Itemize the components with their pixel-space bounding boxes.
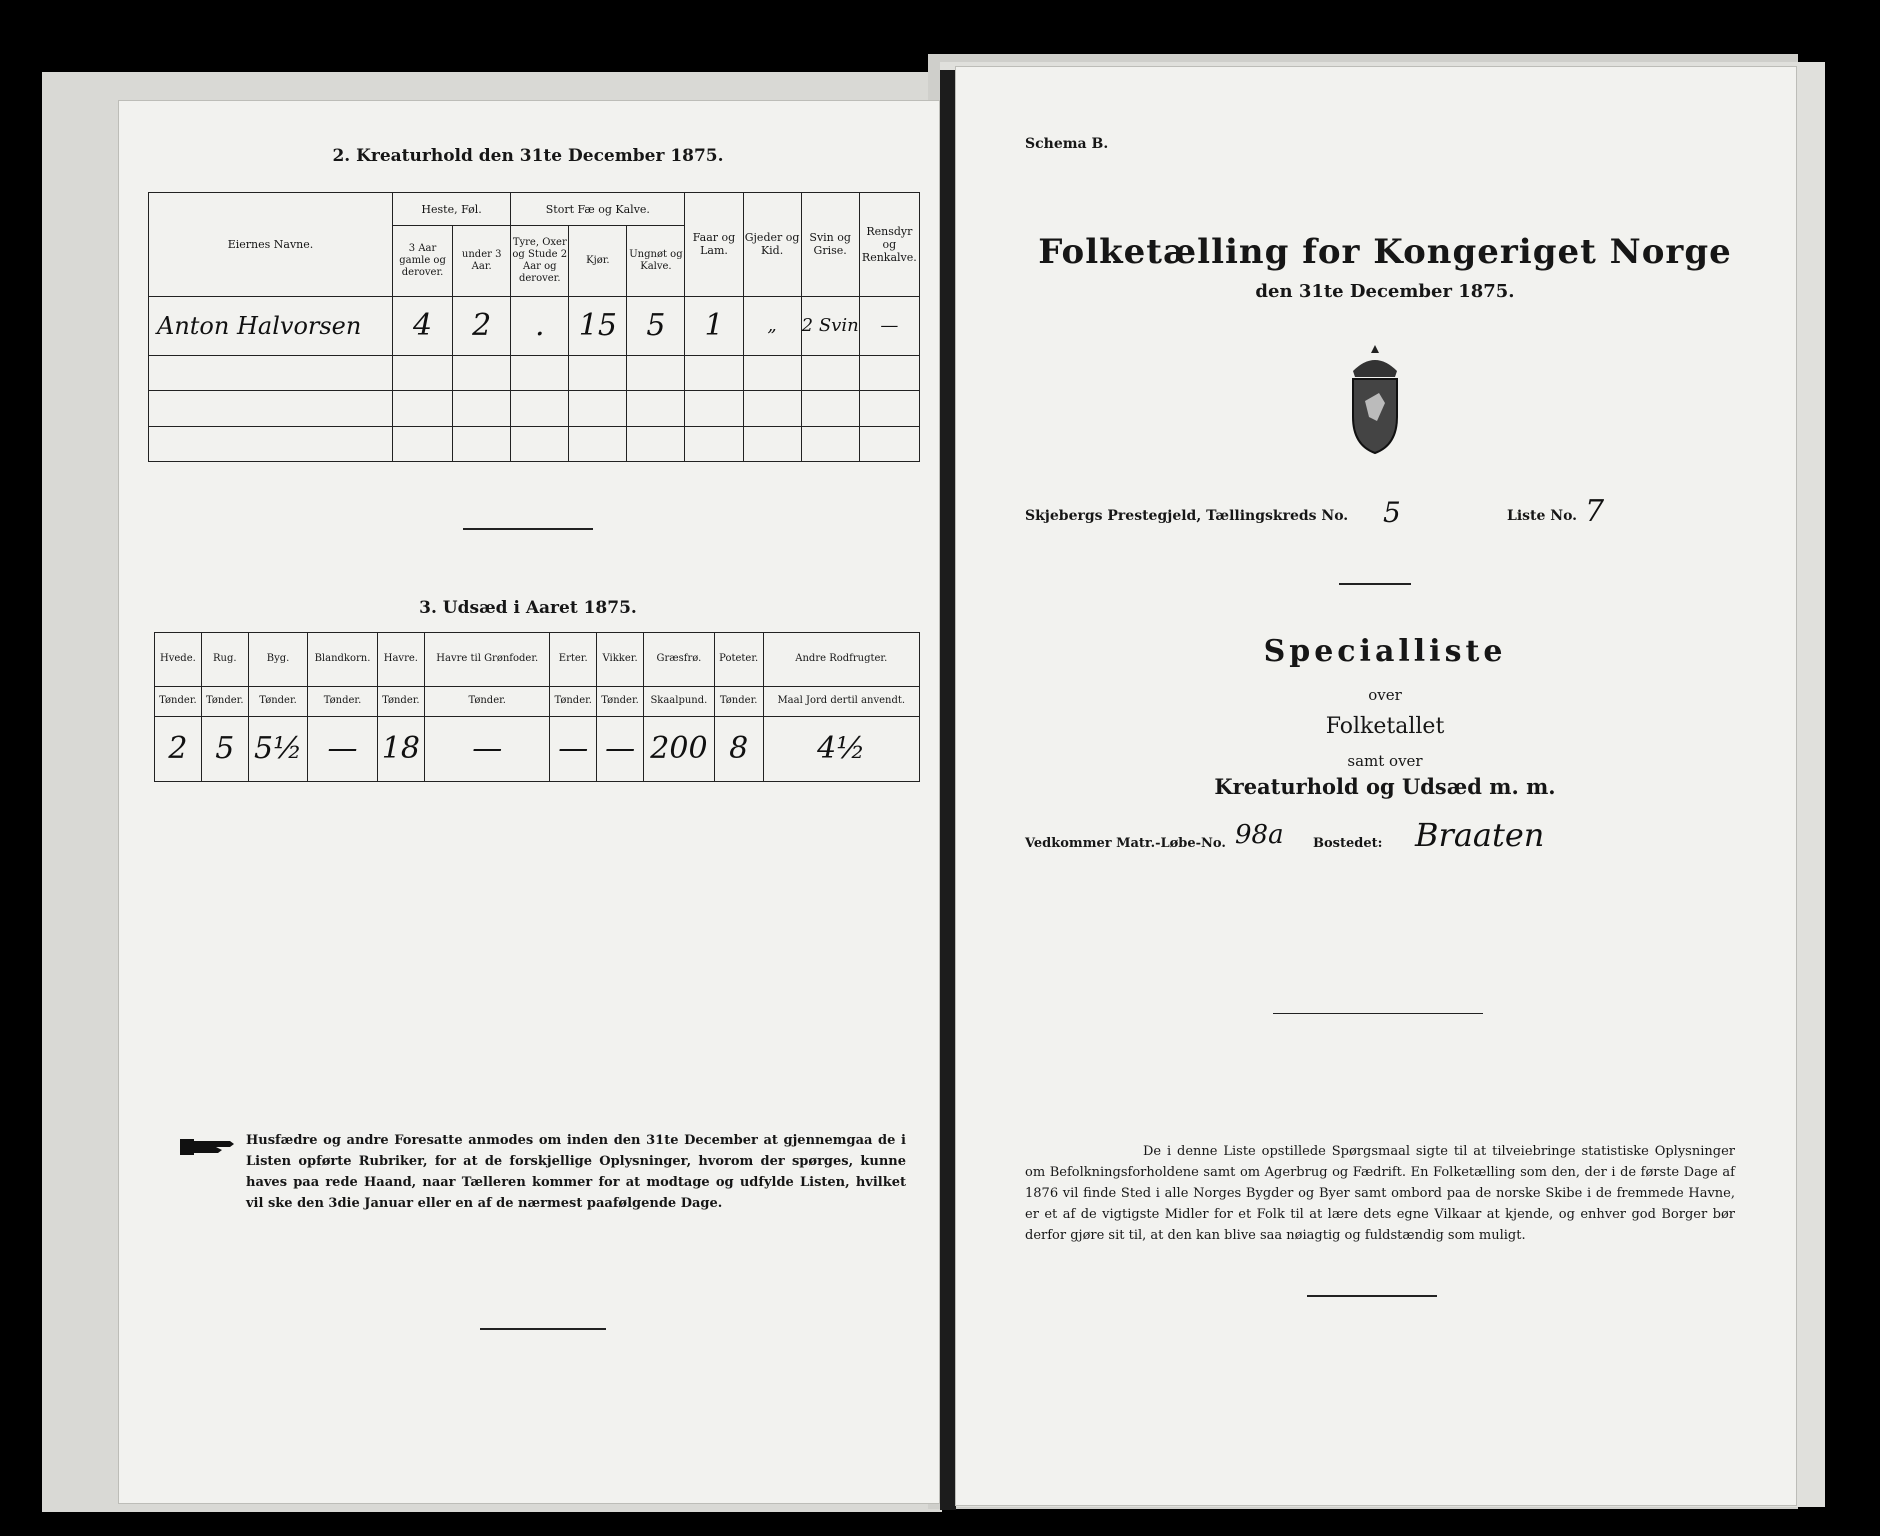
seed-unit-7: Tønder. bbox=[597, 686, 644, 716]
seed-unit-6: Tønder. bbox=[550, 686, 597, 716]
seed-header-7: Vikker. bbox=[597, 633, 644, 687]
seed-header-10: Andre Rodfrugter. bbox=[763, 633, 919, 687]
seed-unit-1: Tønder. bbox=[201, 686, 248, 716]
seed-header-2: Byg. bbox=[248, 633, 308, 687]
reindeer-header: Rensdyr og Renkalve. bbox=[859, 193, 919, 297]
owner-name: Anton Halvorsen bbox=[149, 296, 393, 355]
pointing-hand-icon bbox=[178, 1135, 236, 1159]
coat-of-arms-icon bbox=[1335, 341, 1415, 461]
liste-label: Liste No. bbox=[1507, 508, 1578, 524]
seed-value-0: 2 bbox=[155, 716, 202, 781]
seed-header-9: Poteter. bbox=[714, 633, 763, 687]
seed-unit-0: Tønder. bbox=[155, 686, 202, 716]
pigs-value: 2 Svin bbox=[801, 296, 859, 355]
cattle-header: Stort Fæ og Kalve. bbox=[511, 193, 685, 226]
seed-value-3: — bbox=[308, 716, 377, 781]
matr-value: 98a bbox=[1235, 820, 1284, 850]
livestock-table bbox=[148, 192, 920, 462]
samt-over-text: samt over bbox=[1347, 752, 1423, 770]
goats-header: Gjeder og Kid. bbox=[743, 193, 801, 297]
cows-value: 15 bbox=[569, 296, 627, 355]
seed-value-6: — bbox=[550, 716, 597, 781]
right-page bbox=[955, 66, 1797, 1506]
seed-value-row bbox=[155, 716, 920, 781]
schema-label: Schema B. bbox=[1025, 136, 1109, 152]
divider-rule bbox=[463, 528, 593, 530]
seed-header-4: Havre. bbox=[377, 633, 425, 687]
purpose-paragraph: De i denne Liste opstillede Spørgsmaal sigte til at tilveiebringe statistiske Oplysninger om Befolkningsforholdene samt om Agerbrug og Fædrift. En Folketælling som den, der i de første Dage af 1876 vil finde Sted i alle Norges Bygder og Byer samt ombord paa de norske Skibe i de fremmede Havne, er et af de vigtigste Midler for et Folk til at lære dets egne Vilkaar at kjende, og enhver god Borger bør derfor gjøre sit til, at den kan blive saa nøiagtig og fuldstændig som muligt. bbox=[1025, 1144, 1735, 1243]
horses-old-value: 4 bbox=[392, 296, 452, 355]
seed-unit-10: Maal Jord dertil anvendt. bbox=[763, 686, 919, 716]
census-title: Folketælling for Kongeriget Norge bbox=[1038, 232, 1732, 272]
section-3-title: 3. Udsæd i Aaret 1875. bbox=[419, 598, 637, 618]
short-rule bbox=[1339, 583, 1411, 585]
seed-unit-4: Tønder. bbox=[377, 686, 425, 716]
over-text: over bbox=[1368, 686, 1402, 704]
seed-value-2: 5½ bbox=[248, 716, 308, 781]
seed-header-3: Blandkorn. bbox=[308, 633, 377, 687]
horses-young-header: under 3 Aar. bbox=[453, 226, 511, 297]
seed-value-10: 4½ bbox=[763, 716, 919, 781]
horses-old-header: 3 Aar gamle og derover. bbox=[392, 226, 452, 297]
seed-value-7: — bbox=[597, 716, 644, 781]
seed-unit-9: Tønder. bbox=[714, 686, 763, 716]
owner-header: Eiernes Navne. bbox=[149, 193, 393, 297]
kreds-number: 5 bbox=[1383, 496, 1401, 529]
cows-header: Kjør. bbox=[569, 226, 627, 297]
seed-unit-3: Tønder. bbox=[308, 686, 377, 716]
calves-header: Ungnøt og Kalve. bbox=[627, 226, 685, 297]
horses-young-value: 2 bbox=[453, 296, 511, 355]
seed-header-8: Græsfrø. bbox=[643, 633, 714, 687]
specialliste-title: Specialliste bbox=[1263, 634, 1507, 669]
calves-value: 5 bbox=[627, 296, 685, 355]
seed-unit-row bbox=[155, 686, 920, 716]
seed-header-1: Rug. bbox=[201, 633, 248, 687]
goats-value: „ bbox=[743, 296, 801, 355]
bosted-value: Braaten bbox=[1415, 816, 1545, 854]
seed-value-8: 200 bbox=[643, 716, 714, 781]
census-date: den 31te December 1875. bbox=[1255, 281, 1515, 302]
parish-label: Skjebergs Prestegjeld, Tællingskreds No. bbox=[1025, 508, 1349, 524]
reindeer-value: — bbox=[859, 296, 919, 355]
seed-header-5: Havre til Grønfoder. bbox=[425, 633, 550, 687]
left-page bbox=[118, 100, 940, 1504]
horses-header: Heste, Føl. bbox=[392, 193, 510, 226]
seed-unit-8: Skaalpund. bbox=[643, 686, 714, 716]
seed-unit-5: Tønder. bbox=[425, 686, 550, 716]
seed-table bbox=[154, 632, 920, 782]
dotted-rule bbox=[1273, 1013, 1483, 1014]
bosted-label: Bostedet: bbox=[1313, 836, 1383, 851]
pigs-header: Svin og Grise. bbox=[801, 193, 859, 297]
book-binding bbox=[940, 70, 956, 1510]
sheep-value: 1 bbox=[685, 296, 743, 355]
kreaturhold-text: Kreaturhold og Udsæd m. m. bbox=[1214, 774, 1556, 799]
bulls-header: Tyre, Oxer og Stude 2 Aar og derover. bbox=[511, 226, 569, 297]
seed-unit-2: Tønder. bbox=[248, 686, 308, 716]
matr-label: Vedkommer Matr.-Løbe-No. bbox=[1025, 836, 1226, 851]
end-rule bbox=[1307, 1295, 1437, 1297]
seed-value-5: — bbox=[425, 716, 550, 781]
bottom-rule bbox=[480, 1328, 606, 1330]
seed-header-6: Erter. bbox=[550, 633, 597, 687]
folketallet-text: Folketallet bbox=[1325, 714, 1445, 739]
sheep-header: Faar og Lam. bbox=[685, 193, 743, 297]
instructions-notice: Husfædre og andre Foresatte anmodes om inden den 31te December at gjennemgaa de i Listen opførte Rubriker, for at de forskjellige Oplysninger, hvorom der spørges, kunne haves paa rede Haand, naar Tælleren kommer for at modtage og udfylde Listen, hvilket vil ske den 3die Januar eller en af de nærmest paafølgende Dage. bbox=[246, 1133, 906, 1211]
bulls-value: . bbox=[511, 296, 569, 355]
seed-value-4: 18 bbox=[377, 716, 425, 781]
liste-number: 7 bbox=[1585, 494, 1605, 529]
seed-value-1: 5 bbox=[201, 716, 248, 781]
livestock-row bbox=[149, 296, 920, 355]
seed-value-9: 8 bbox=[714, 716, 763, 781]
section-2-title: 2. Kreaturhold den 31te December 1875. bbox=[332, 146, 724, 166]
seed-header-row bbox=[155, 633, 920, 687]
seed-header-0: Hvede. bbox=[155, 633, 202, 687]
